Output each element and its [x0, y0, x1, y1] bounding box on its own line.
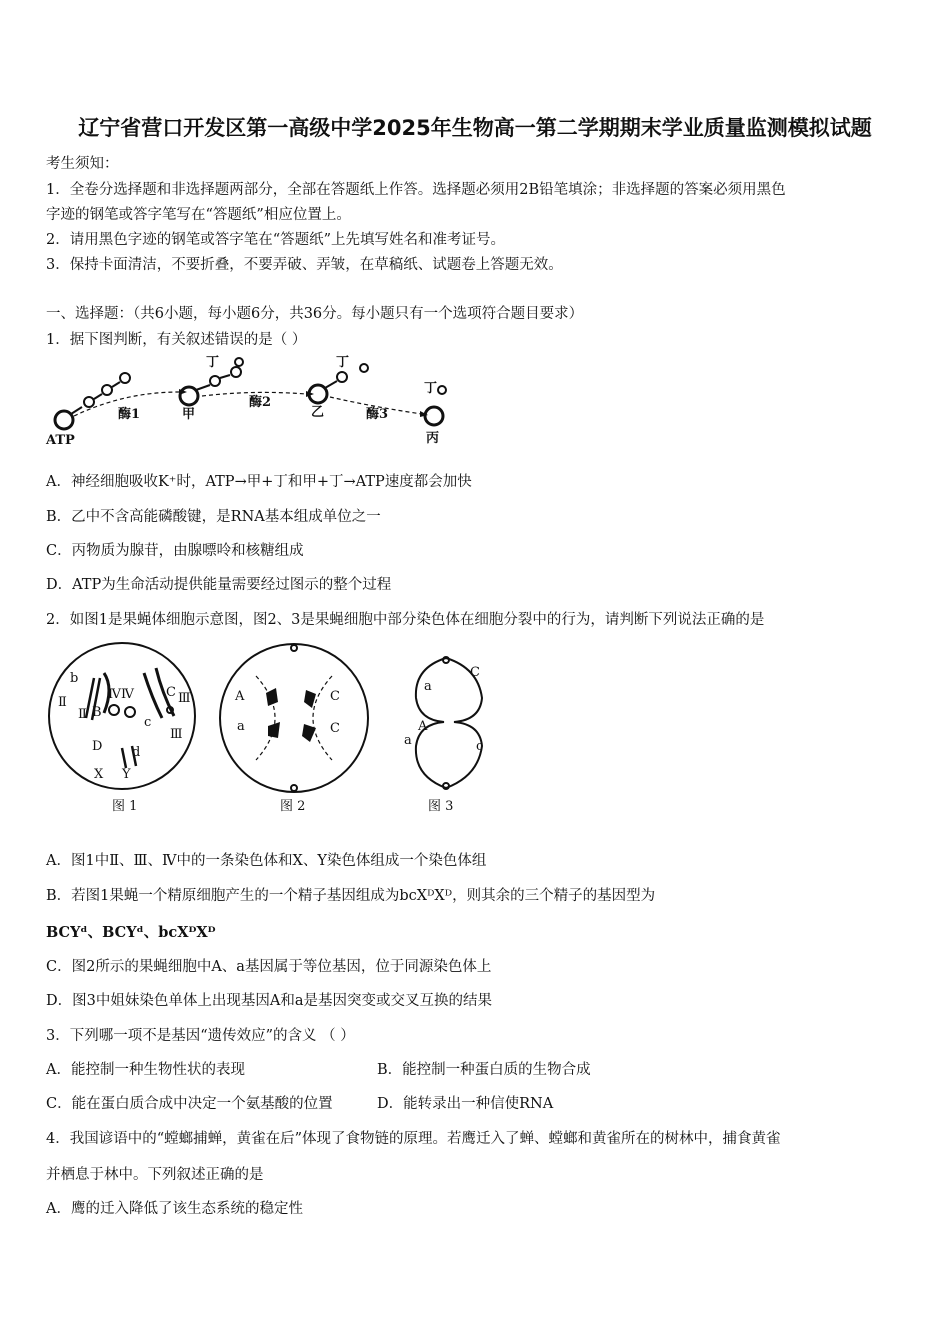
- fig1-label: ⅣⅣ: [108, 687, 134, 702]
- fig1-label: c: [144, 715, 152, 730]
- label-mei3: 酶3: [366, 407, 389, 422]
- fig2-label: a: [237, 719, 245, 734]
- label-mei1: 酶1: [118, 407, 141, 422]
- q2-option-b: B．若图1果蝇一个精原细胞产生的一个精子基因组成为bcXᴰXᴰ，则其余的三个精子的基因型为: [46, 888, 656, 904]
- label-yi: 乙: [311, 405, 325, 420]
- notice-item: 1．全卷分选择题和非选择题两部分，全部在答题纸上作答。选择题必须用2B铅笔填涂；非选择题的答案必须用黑色: [46, 182, 786, 198]
- notice-item: 2．请用黑色字迹的钢笔或答字笔在“答题纸”上先填写姓名和准考证号。: [46, 232, 506, 248]
- label-bing: 丙: [426, 431, 440, 446]
- section-heading: 一、选择题：（共6小题，每小题6分，共36分。每小题只有一个选项符合题目要求）: [46, 306, 584, 322]
- label-ding: 丁: [336, 355, 350, 370]
- fig1-label: C: [166, 685, 176, 700]
- fig1-label: Y: [122, 767, 131, 782]
- notice-item: 3．保持卡面清洁，不要折叠，不要弄破、弄皱，在草稿纸、试题卷上答题无效。: [46, 257, 563, 273]
- q2-option-a: A．图1中Ⅱ、Ⅲ、Ⅳ中的一条染色体和X、Y染色体组成一个染色体组: [46, 853, 487, 869]
- notice-item: 字迹的钢笔或答字笔写在“答题纸”相应位置上。: [46, 207, 351, 223]
- fig3-label: A: [418, 719, 428, 734]
- label-atp: ATP: [46, 433, 75, 448]
- q2-stem: 2．如图1是果蝇体细胞示意图，图2、3是果蝇细胞中部分染色体在细胞分裂中的行为，请判断下列说法正确的是: [46, 612, 765, 628]
- fig2-label: C: [330, 721, 340, 736]
- q1-option-b: B．乙中不含高能磷酸键，是RNA基本组成单位之一: [46, 509, 381, 525]
- fig1-label: Ⅱ: [78, 707, 87, 722]
- fig1-label: Ⅱ: [58, 695, 67, 710]
- fig1-label: B: [92, 705, 102, 720]
- q1-option-d: D．ATP为生命活动提供能量需要经过图示的整个过程: [46, 577, 392, 593]
- notice-heading: 考生须知：: [46, 156, 119, 172]
- label-mei2: 酶2: [249, 395, 272, 410]
- q2-option-c: C．图2所示的果蝇细胞中A、a基因属于等位基因，位于同源染色体上: [46, 959, 492, 975]
- q4-stem: 4．我国谚语中的“螳螂捕蝉，黄雀在后”体现了食物链的原理。若鹰迁入了蝉、螳螂和黄雀所在的树林中，捕食黄雀: [46, 1131, 781, 1147]
- q3-option-c: C．能在蛋白质合成中决定一个氨基酸的位置: [46, 1096, 333, 1112]
- q1-atp-figure: [44, 352, 464, 452]
- q3-option-b: B．能控制一种蛋白质的生物合成: [377, 1062, 591, 1078]
- q2-option-b-continued: BCYᵈ、BCYᵈ、bcXᴰXᴰ: [46, 924, 216, 941]
- fig3-label: c: [476, 739, 484, 754]
- q4-option-a: A．鹰的迁入降低了该生态系统的稳定性: [46, 1201, 303, 1217]
- fig1-caption: 图 1: [112, 799, 138, 814]
- q3-option-d: D．能转录出一种信使RNA: [377, 1096, 554, 1112]
- q3-stem: 3．下列哪一项不是基因“遗传效应”的含义 （ ）: [46, 1028, 355, 1044]
- fig2-label: C: [330, 689, 340, 704]
- q2-option-d: D．图3中姐妹染色单体上出现基因A和a是基因突变或交叉互换的结果: [46, 993, 492, 1009]
- fig1-label: Ⅲ: [178, 691, 191, 706]
- q1-option-a: A．神经细胞吸收K⁺时，ATP→甲+丁和甲+丁→ATP速度都会加快: [46, 474, 472, 490]
- fig2-caption: 图 2: [280, 799, 306, 814]
- q2-chromosome-figure: [44, 638, 504, 818]
- fig3-label: a: [424, 679, 432, 694]
- q3-option-a: A．能控制一种生物性状的表现: [46, 1062, 245, 1078]
- fig1-label: d: [132, 745, 141, 760]
- label-ding: 丁: [206, 355, 220, 370]
- fig3-caption: 图 3: [428, 799, 454, 814]
- page-title: 辽宁省营口开发区第一高级中学2025年生物高一第二学期期末学业质量监测模拟试题: [78, 116, 872, 140]
- q4-stem-continued: 并栖息于林中。下列叙述正确的是: [46, 1167, 264, 1183]
- fig1-label: X: [94, 767, 104, 782]
- q1-stem: 1．据下图判断，有关叙述错误的是（ ）: [46, 332, 307, 348]
- fig2-label: A: [235, 689, 245, 704]
- fig1-label: D: [92, 739, 103, 754]
- label-ding: 丁: [424, 381, 438, 396]
- label-jia: 甲: [182, 407, 196, 422]
- fig3-label: C: [470, 665, 480, 680]
- fig3-label: a: [404, 733, 412, 748]
- q1-option-c: C．丙物质为腺苷，由腺嘌呤和核糖组成: [46, 543, 304, 559]
- fig1-label: b: [70, 671, 79, 686]
- fig1-label: Ⅲ: [170, 727, 183, 742]
